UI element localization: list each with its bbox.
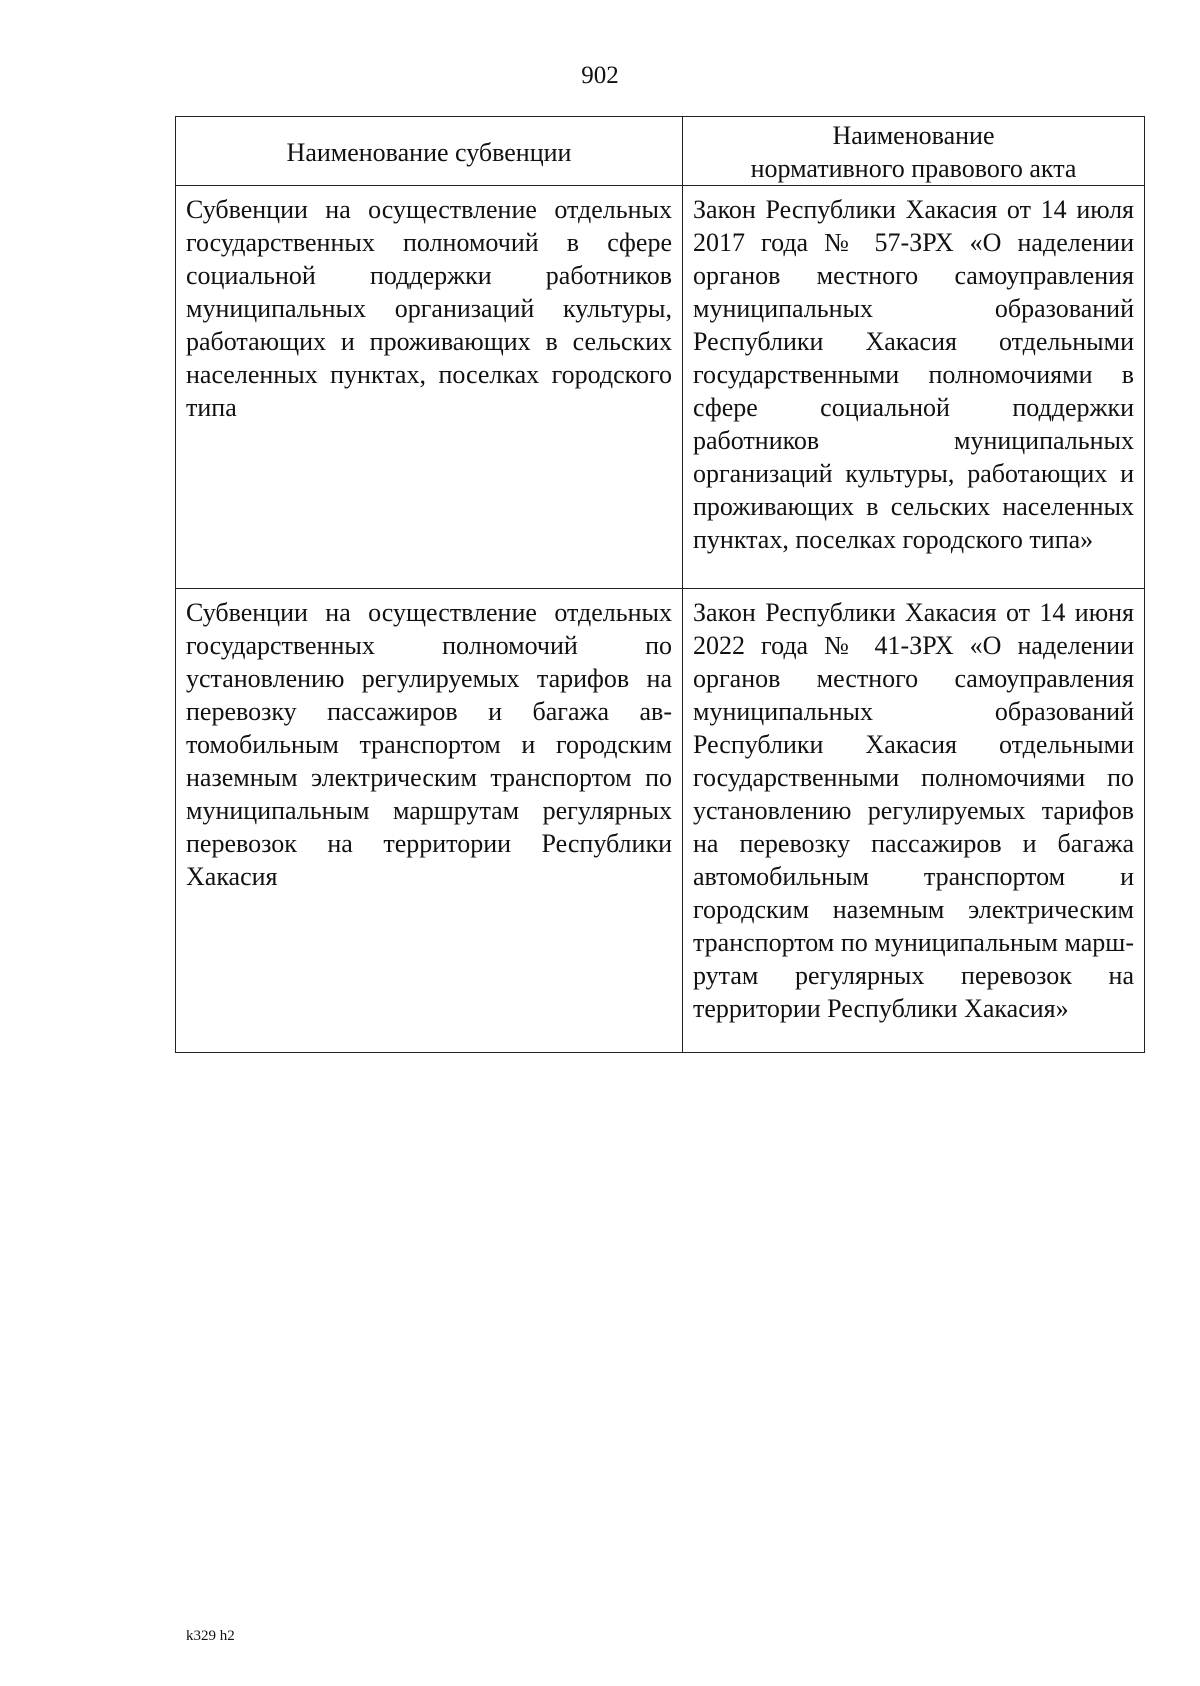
header-subvention-name: [176, 117, 683, 186]
legal-act-cell: Закон Республики Хакасия от 14 июня 2022 года № 41-ЗРХ «О наделении органов местного самоуправления муниципальных образований Республики Хакасия отдельными государственными полномочиями по установлению регулируемых тарифов на перевозку пассажиров и багажа автомобильным транспортом и городским наземным электрическим транспортом по муниципальным маршрутам регулярных перевозок на территории Республики Хакасия»: [683, 589, 1145, 1053]
page-number: 902: [581, 62, 619, 89]
subvention-cell: Субвенции на осуществление отдельных государственных полномочий в сфере социальной поддержки работников муниципальных организаций культуры, работающих и проживающих в сельских населенных пунктах, поселках городского типа: [176, 186, 683, 589]
footer-document-code: k329 h2: [186, 1628, 235, 1644]
legal-act-cell: Закон Республики Хакасия от 14 июля 2017 года № 57-ЗРХ «О наделении органов местного самоуправления муниципальных образований Республики Хакасия отдельными государственными полномочиями в сфере социальной поддержки работников муниципальных организаций культуры, работающих и проживающих в сельских населенных пунктах, поселках городского типа»: [683, 186, 1145, 589]
header-legal-act-name: [683, 117, 1145, 186]
header-legal-act-line2: нормативного правового акта: [750, 154, 1077, 183]
table-row: [176, 186, 1145, 589]
subvention-cell: Субвенции на осуществление отдельных государственных полномочий по установлению регулируемых тарифов на перевозку пассажиров и багажа автомобильным транспортом и городским наземным электрическим транспортом по муниципальным маршрутам регулярных перевозок на территории Республики Хакасия: [176, 589, 683, 1053]
header-legal-act-line1: Наименование: [832, 121, 995, 150]
header-subvention-name-text: Наименование субвенции: [286, 137, 572, 167]
subvention-table: [175, 116, 1145, 1053]
table-header-row: [176, 117, 1145, 186]
table-row: [176, 589, 1145, 1053]
